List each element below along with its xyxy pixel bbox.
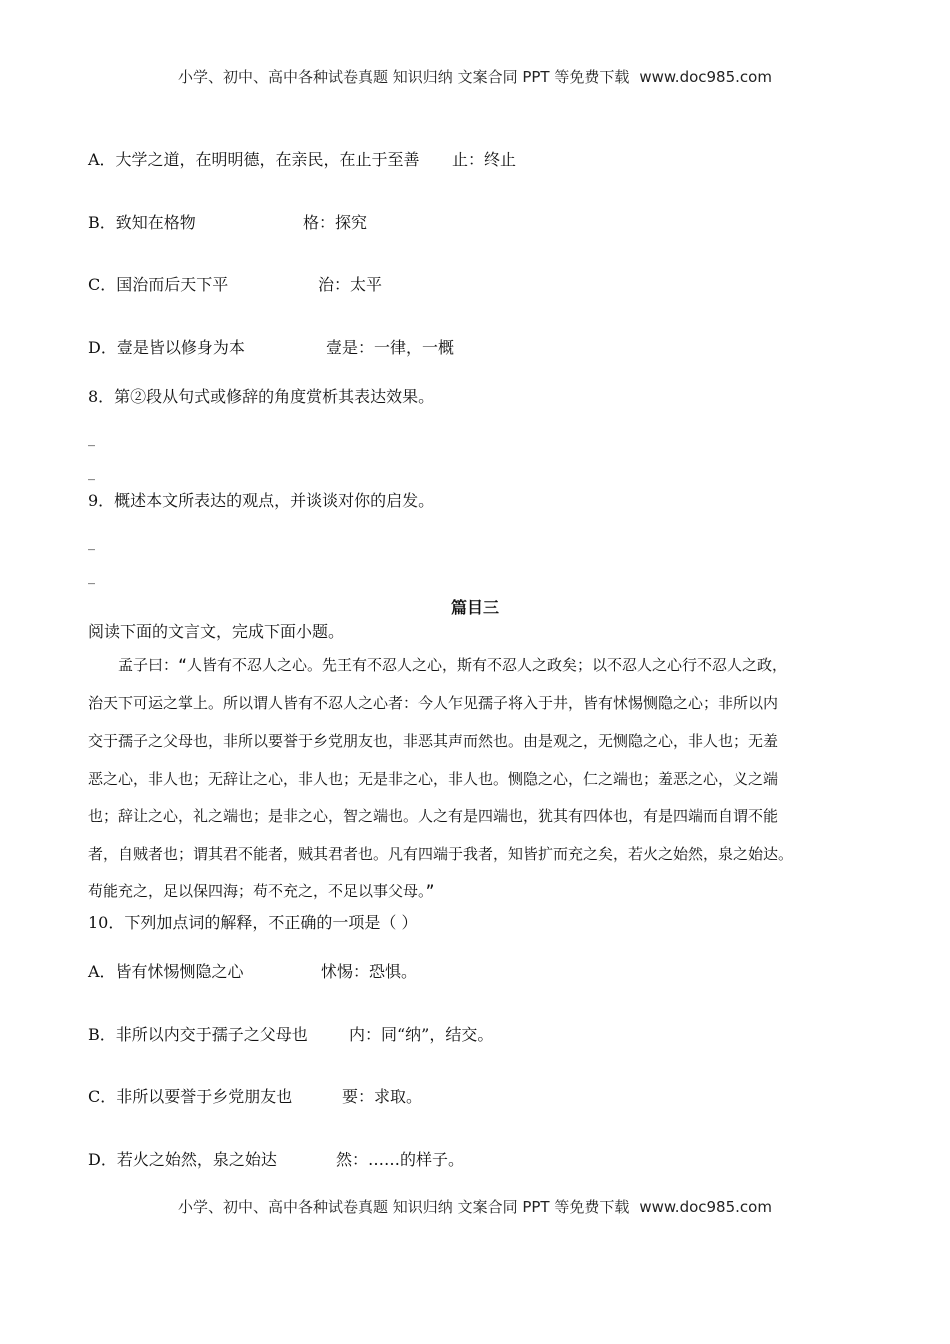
passage-line: 恶之心，非人也；无辞让之心，非人也；无是非之心，非人也。恻隐之心，仁之端也；羞恶之心，义之端 [88, 770, 779, 788]
q10-option-c-label: C．非所以要誉于乡党朋友也 [88, 1087, 293, 1106]
q7-option-d [88, 337, 455, 359]
header-text: 小学、初中、高中各种试卷真题 知识归纳 文案合同 PPT 等免费下载 [178, 68, 630, 86]
passage-line: 交于孺子之父母也，非所以要誉于乡党朋友也，非恶其声而然也。由是观之，无恻隐之心，非人也；无羞 [88, 732, 779, 750]
q10-option-d-gloss: 然：……的样子。 [336, 1150, 465, 1169]
q7-option-b [88, 212, 368, 234]
q7-option-a-gloss: 止：终止 [452, 150, 517, 169]
q10-option-c-gloss: 要：求取。 [342, 1087, 423, 1106]
q10-option-b-label: B．非所以内交于孺子之父母也 [88, 1025, 308, 1044]
q10-option-a-label: A．皆有怵惕恻隐之心 [88, 962, 244, 981]
q7-option-a [88, 149, 517, 171]
footer-text: 小学、初中、高中各种试卷真题 知识归纳 文案合同 PPT 等免费下载 [178, 1198, 630, 1216]
q10-option-d [88, 1149, 465, 1171]
passage-line: 者，自贼者也；谓其君不能者，贼其君者也。凡有四端于我者，知皆扩而充之矣，若火之始然，泉之始达。 [88, 845, 794, 863]
q7-option-d-label: D．壹是皆以修身为本 [88, 338, 245, 357]
q7-option-b-gloss: 格：探究 [303, 213, 368, 232]
q7-option-c-label: C．国治而后天下平 [88, 275, 229, 294]
q10-option-a [88, 961, 418, 983]
q7-option-a-label: A．大学之道，在明明德，在亲民，在止于至善 [88, 150, 420, 169]
q9-answer-blank[interactable]: _ [88, 535, 95, 551]
q10-option-b-gloss: 内：同“纳”，结交。 [349, 1025, 494, 1044]
passage-line: 苟能充之，足以保四海；苟不充之，不足以事父母。” [88, 882, 435, 900]
q8-answer-blank[interactable]: _ [88, 431, 95, 447]
passage-line: 也；辞让之心，礼之端也；是非之心，智之端也。人之有是四端也，犹其有四体也，有是四端而自谓不能 [88, 807, 779, 825]
passage-line: 治天下可运之掌上。所以谓人皆有不忍人之心者：今人乍见孺子将入于井，皆有怵惕恻隐之心；非所以内 [88, 694, 779, 712]
q7-option-c [88, 274, 383, 296]
section-instruction: 阅读下面的文言文，完成下面小题。 [88, 622, 345, 641]
q7-option-c-gloss: 治：太平 [318, 275, 383, 294]
q10-option-c [88, 1086, 423, 1108]
page-footer [0, 1196, 950, 1217]
footer-url: www.doc985.com [639, 1198, 772, 1216]
q8-question: 8．第②段从句式或修辞的角度赏析其表达效果。 [88, 387, 435, 406]
q9-question: 9．概述本文所表达的观点，并谈谈对你的启发。 [88, 491, 435, 510]
page-header [0, 66, 950, 87]
q7-option-d-gloss: 壹是：一律，一概 [326, 338, 455, 357]
q10-option-a-gloss: 怵惕：恐惧。 [321, 962, 418, 981]
section-title: 篇目三 [450, 598, 499, 617]
q7-option-b-label: B．致知在格物 [88, 213, 196, 232]
q10-option-d-label: D．若火之始然，泉之始达 [88, 1150, 277, 1169]
q10-question: 10．下列加点词的解释，不正确的一项是（ ） [88, 913, 418, 932]
q8-answer-blank[interactable]: _ [88, 465, 95, 481]
header-url: www.doc985.com [639, 68, 772, 86]
passage-line: 孟子曰：“人皆有不忍人之心。先王有不忍人之心，斯有不忍人之政矣；以不忍人之心行不忍人之政， [118, 656, 788, 674]
q10-option-b [88, 1024, 494, 1046]
q9-answer-blank[interactable]: _ [88, 569, 95, 585]
